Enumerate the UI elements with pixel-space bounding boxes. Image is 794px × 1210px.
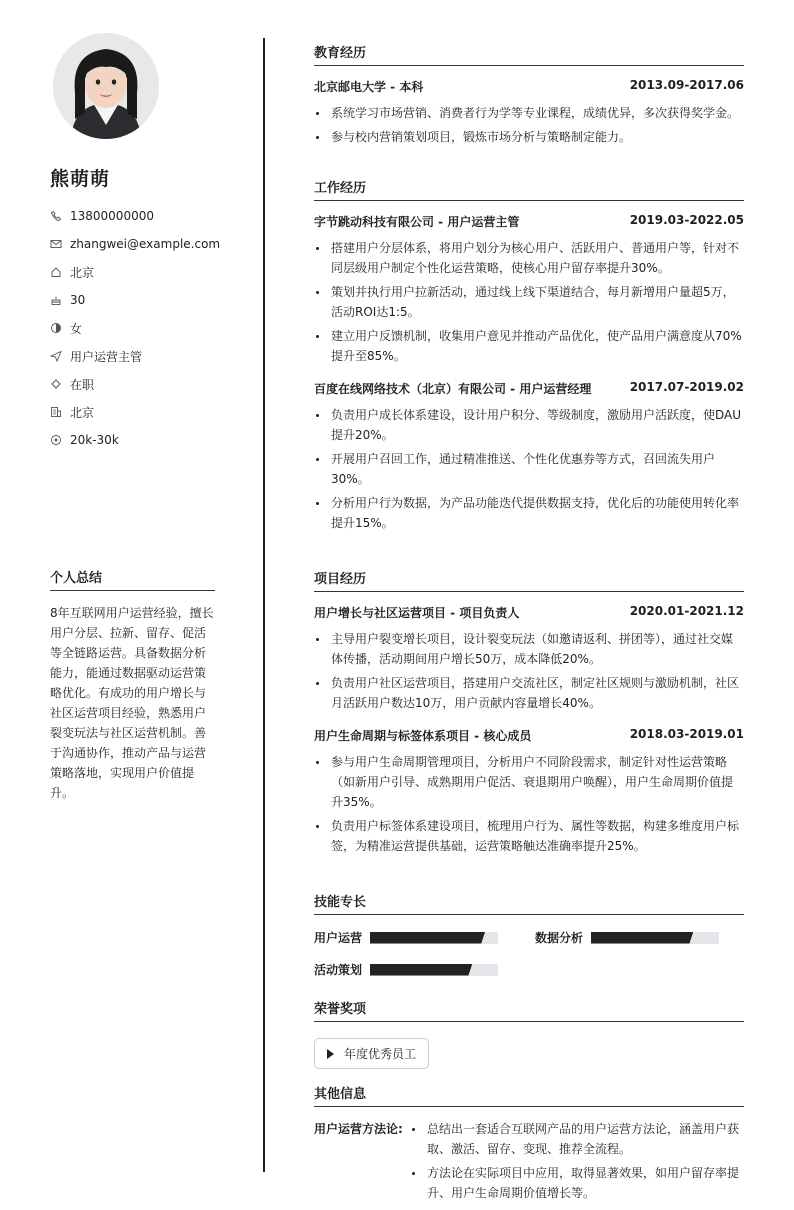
list-item: 主导用户裂变增长项目，设计裂变玩法（如邀请返利、拼团等），通过社交媒体传播，活动期间用户增长50万，成本降低20%。 [314, 629, 744, 669]
honors-section [314, 998, 744, 1069]
skill-bar-fill [591, 932, 693, 944]
phone-icon [50, 210, 62, 222]
info-position [50, 342, 250, 370]
education-section [314, 42, 744, 151]
column-divider [263, 38, 265, 1172]
project-bullets [314, 752, 744, 856]
candidate-name: 熊萌萌 [50, 168, 111, 190]
work-date: 2019.03-2022.05 [629, 213, 744, 227]
position-text: 用户运营主管 [70, 349, 143, 364]
list-item: 建立用户反馈机制，收集用户意见并推动产品优化，使产品用户满意度从70%提升至85%。 [314, 326, 744, 366]
skills-title: 技能专长 [314, 891, 744, 915]
skill-label: 数据分析 [535, 931, 584, 945]
age-text: 30 [70, 293, 86, 307]
skill-bar [370, 932, 498, 944]
summary-title: 个人总结 [50, 567, 215, 591]
location-text: 北京 [70, 265, 95, 280]
education-title: 教育经历 [314, 42, 744, 66]
other-entry [314, 1119, 744, 1207]
gender-icon [50, 322, 62, 334]
cake-icon [50, 294, 62, 306]
summary-section [50, 567, 215, 803]
send-icon [50, 350, 62, 362]
city-text: 北京 [70, 405, 95, 420]
project-entry-head [314, 727, 744, 744]
projects-section [314, 568, 744, 860]
school-name: 北京邮电大学 - 本科 [314, 80, 424, 94]
building-icon [50, 406, 62, 418]
education-entry-head [314, 78, 744, 95]
list-item: 开展用户召回工作，通过精准推送、个性化优惠券等方式，召回流失用户30%。 [314, 449, 744, 489]
list-item: 系统学习市场营销、消费者行为学等专业课程，成绩优异，多次获得奖学金。 [314, 103, 744, 123]
honors-title: 荣誉奖项 [314, 998, 744, 1022]
status-text: 在职 [70, 377, 95, 392]
info-location [50, 258, 250, 286]
salary-text: 20k-30k [70, 433, 119, 447]
other-bullets [410, 1119, 744, 1207]
contact-info [50, 202, 250, 454]
work-bullets [314, 238, 744, 366]
project-entry-head [314, 604, 744, 621]
skill-label: 用户运营 [314, 931, 363, 945]
skill-item [314, 961, 498, 978]
skill-bar [591, 932, 719, 944]
info-salary [50, 426, 250, 454]
other-label: 用户运营方法论: [314, 1122, 403, 1136]
profile-photo [53, 33, 159, 139]
company-name: 百度在线网络技术（北京）有限公司 - 用户运营经理 [314, 382, 592, 396]
info-age [50, 286, 250, 314]
play-icon [327, 1049, 334, 1059]
status-icon [50, 378, 62, 390]
work-entry-head [314, 380, 744, 397]
info-gender [50, 314, 250, 342]
list-item: 参与校内营销策划项目，锻炼市场分析与策略制定能力。 [314, 127, 744, 147]
other-section [314, 1083, 744, 1207]
skill-bar-fill [370, 964, 472, 976]
skill-item [314, 929, 498, 946]
company-name: 字节跳动科技有限公司 - 用户运营主管 [314, 215, 520, 229]
work-date: 2017.07-2019.02 [629, 380, 744, 394]
mail-icon [50, 238, 62, 250]
skill-bar [370, 964, 498, 976]
work-section [314, 177, 744, 537]
list-item: 搭建用户分层体系，将用户划分为核心用户、活跃用户、普通用户等，针对不同层级用户制定个性化运营策略，使核心用户留存率提升30%。 [314, 238, 744, 278]
email-text: zhangwei@example.com [70, 237, 221, 251]
summary-text: 8年互联网用户运营经验，擅长用户分层、拉新、留存、促活等全链路运营。具备数据分析能力，能通过数据驱动运营策略优化。有成功的用户增长与社区运营项目经验，熟悉用户裂变玩法与社区运营机制。善于沟通协作，推动产品与运营策略落地，实现用户价值提升。 [50, 606, 214, 800]
education-bullets [314, 103, 744, 147]
project-bullets [314, 629, 744, 713]
info-phone [50, 202, 250, 230]
avatar [53, 33, 159, 139]
skill-bar-fill [370, 932, 485, 944]
project-date: 2020.01-2021.12 [629, 604, 744, 618]
phone-text: 13800000000 [70, 209, 154, 223]
education-date: 2013.09-2017.06 [629, 78, 744, 92]
project-name: 用户生命周期与标签体系项目 - 核心成员 [314, 729, 532, 743]
work-title: 工作经历 [314, 177, 744, 201]
projects-title: 项目经历 [314, 568, 744, 592]
list-item: 负责用户社区运营项目，搭建用户交流社区，制定社区规则与激励机制，社区月活跃用户数达10万，用户贡献内容量增长40%。 [314, 673, 744, 713]
info-status [50, 370, 250, 398]
list-item: 分析用户行为数据，为产品功能迭代提供数据支持，优化后的功能使用转化率提升15%。 [314, 493, 744, 533]
project-name: 用户增长与社区运营项目 - 项目负责人 [314, 606, 520, 620]
work-entry-head [314, 213, 744, 230]
honor-item[interactable] [314, 1038, 429, 1069]
list-item: 方法论在实际项目中应用，取得显著效果，如用户留存率提升、用户生命周期价值增长等。 [410, 1163, 744, 1203]
info-city [50, 398, 250, 426]
honor-label: 年度优秀员工 [344, 1047, 417, 1061]
list-item: 负责用户标签体系建设项目，梳理用户行为、属性等数据，构建多维度用户标签，为精准运营提供基础，运营策略触达准确率提升25%。 [314, 816, 744, 856]
skill-item [535, 929, 719, 946]
salary-icon [50, 434, 62, 446]
home-icon [50, 266, 62, 278]
work-bullets [314, 405, 744, 533]
list-item: 总结出一套适合互联网产品的用户运营方法论，涵盖用户获取、激活、留存、变现、推荐全流程。 [410, 1119, 744, 1159]
gender-text: 女 [70, 321, 83, 336]
list-item: 策划并执行用户拉新活动，通过线上线下渠道结合，每月新增用户量超5万，活动ROI达1:5。 [314, 282, 744, 322]
other-title: 其他信息 [314, 1083, 744, 1107]
list-item: 负责用户成长体系建设，设计用户积分、等级制度，激励用户活跃度，使DAU提升20%。 [314, 405, 744, 445]
project-date: 2018.03-2019.01 [629, 727, 744, 741]
info-email [50, 230, 250, 258]
list-item: 参与用户生命周期管理项目，分析用户不同阶段需求，制定针对性运营策略（如新用户引导、成熟期用户促活、衰退期用户唤醒），用户生命周期价值提升35%。 [314, 752, 744, 812]
skill-label: 活动策划 [314, 963, 363, 977]
skills-section [314, 891, 744, 981]
